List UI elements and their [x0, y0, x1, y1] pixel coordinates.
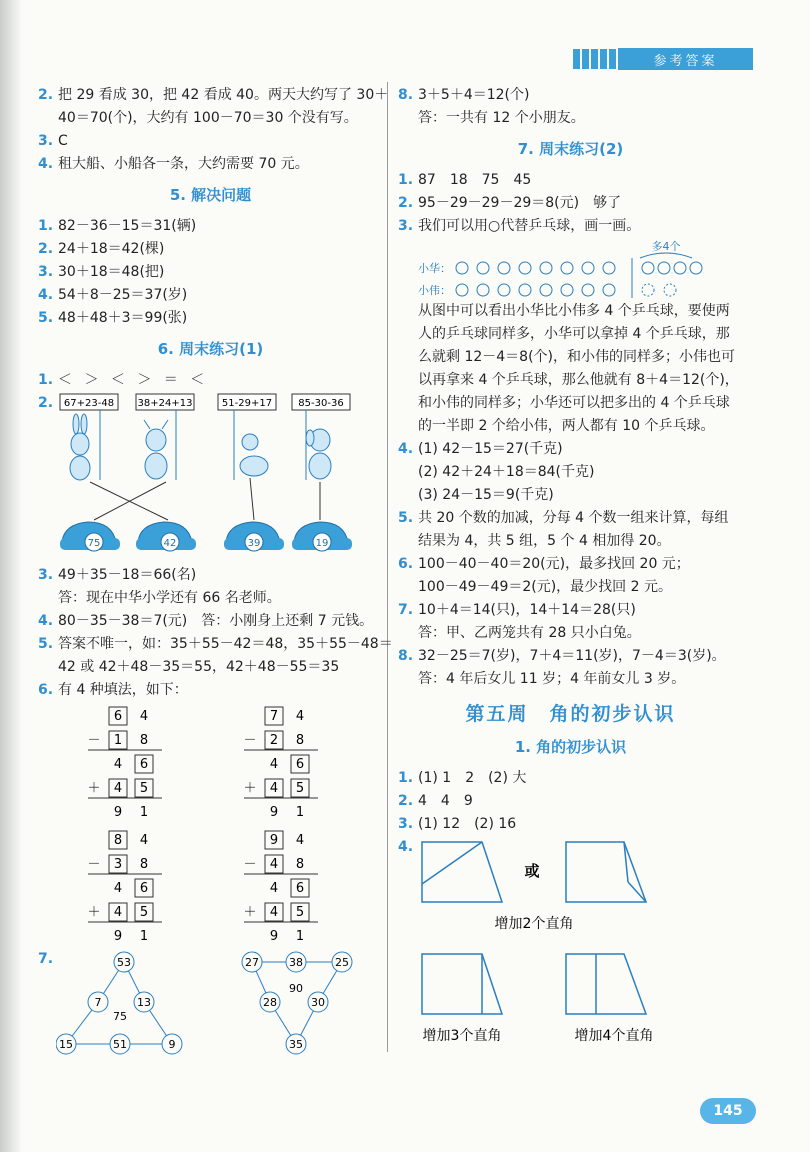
answer-item: 4. 80－35－38＝7(元) 答：小刚身上还剩 7 元钱。 — [38, 613, 374, 629]
svg-text:9: 9 — [269, 833, 279, 848]
answer-item: 2. 把 29 看成 30，把 42 看成 40。两天大约写了 30＋ — [38, 87, 389, 103]
ball-icon — [498, 262, 510, 274]
answer-item: 3. (1) 12 (2) 16 — [398, 816, 517, 832]
chapter-title: 第五周 角的初步认识 — [465, 703, 676, 725]
ball-icon — [477, 284, 489, 296]
svg-text:4: 4 — [113, 781, 123, 796]
ball-icon — [603, 284, 615, 296]
svg-text:8: 8 — [113, 833, 123, 848]
sign-4 — [292, 394, 350, 480]
answer-item: 4. 租大船、小船各一条，大约需要 70 元。 — [38, 156, 309, 172]
answer-line: 42 或 42＋48－35＝55，42＋48－55＝35 — [58, 659, 340, 675]
answer-item: 1. (1) 1 2 (2) 大 — [398, 770, 527, 786]
balls-row-1 — [456, 262, 702, 274]
ball-icon — [477, 262, 489, 274]
shape-a — [422, 842, 502, 902]
answer-item: 6. 有 4 种填法，如下： — [38, 682, 188, 698]
svg-text:9: 9 — [269, 805, 279, 820]
ball-icon — [690, 262, 702, 274]
car-label-1: 75 — [87, 538, 101, 549]
answer-line: 40＝70(个)，大约有 100－70＝30 个没有写。 — [58, 110, 358, 126]
svg-text:28: 28 — [263, 996, 277, 1009]
answer-item: 6. 100－40－40＝20(元)，最多找回 20 元； — [398, 556, 690, 572]
or-label: 或 — [524, 862, 540, 880]
item-number: 4. — [398, 839, 414, 855]
svg-text:＋: ＋ — [243, 781, 257, 796]
answer-item: 1. ＜ ＞ ＜ ＞ ＝ ＜ — [38, 372, 209, 388]
animal-signs — [60, 394, 350, 480]
deer-icon — [144, 410, 176, 480]
row-label: 小伟： — [418, 284, 451, 297]
ball-icon — [674, 262, 686, 274]
ball-icon — [456, 284, 468, 296]
ball-icon — [561, 262, 573, 274]
triangle-sum: 75 — [113, 1010, 127, 1023]
circle-node — [162, 1034, 182, 1054]
answer-item: 3. 30＋18＝48(把) — [38, 264, 165, 280]
caption: 增加2个直角 — [494, 916, 574, 932]
ball-icon — [498, 284, 510, 296]
svg-text:6: 6 — [139, 757, 149, 772]
answer-item: 5. 48＋48＋3＝99(张) — [38, 310, 188, 326]
svg-text:6: 6 — [295, 757, 305, 772]
circle-node — [242, 952, 262, 972]
car-label-3: 39 — [247, 538, 261, 549]
svg-text:4: 4 — [269, 757, 279, 772]
svg-text:4: 4 — [139, 709, 149, 724]
svg-text:－: － — [243, 733, 257, 748]
svg-text:8: 8 — [295, 857, 305, 872]
svg-text:6: 6 — [139, 881, 149, 896]
sign-2 — [136, 394, 194, 480]
shape-b — [566, 842, 646, 902]
sign-label-2: 38+24+13 — [137, 398, 193, 409]
svg-text:6: 6 — [295, 881, 305, 896]
svg-text:2: 2 — [269, 733, 279, 748]
svg-text:8: 8 — [295, 733, 305, 748]
svg-text:8: 8 — [139, 857, 149, 872]
answer-line: 答：4 年后女儿 11 岁；4 年前女儿 3 岁。 — [418, 671, 686, 687]
digit-puzzle — [243, 831, 318, 944]
svg-text:9: 9 — [168, 1038, 176, 1051]
svg-text:5: 5 — [139, 905, 149, 920]
svg-text:5: 5 — [295, 905, 305, 920]
circle-node — [56, 1034, 76, 1054]
triangle-2 — [242, 952, 352, 1054]
answer-item: 3. 49＋35－18＝66(名) — [38, 567, 197, 583]
section-title: 6. 周末练习(1) — [157, 340, 264, 358]
ball-icon — [519, 262, 531, 274]
row-label: 小华： — [418, 262, 451, 275]
digit-puzzles — [38, 702, 383, 948]
answer-item: 5. 答案不唯一，如：35＋55－42＝48，35＋55－48＝ — [38, 636, 393, 652]
svg-text:27: 27 — [245, 956, 259, 969]
circle-node — [260, 992, 280, 1012]
svg-text:4: 4 — [113, 905, 123, 920]
svg-text:15: 15 — [59, 1038, 73, 1051]
ball-icon — [582, 262, 594, 274]
answer-item: 8. 3＋5＋4＝12(个) — [398, 87, 530, 103]
car-icon — [60, 522, 120, 551]
svg-text:5: 5 — [295, 781, 305, 796]
matching-figure — [38, 392, 383, 564]
triangles-svg — [56, 948, 376, 1058]
ball-icon — [540, 262, 552, 274]
svg-text:5: 5 — [139, 781, 149, 796]
ball-icon — [642, 284, 654, 296]
svg-text:＋: ＋ — [243, 905, 257, 920]
circle-node — [88, 992, 108, 1012]
svg-text:4: 4 — [295, 709, 305, 724]
circle-node — [286, 952, 306, 972]
svg-text:4: 4 — [269, 881, 279, 896]
sign-1 — [60, 394, 118, 480]
answer-line: (3) 24－15＝9(千克) — [418, 487, 554, 503]
answer-item: 2. 4 4 9 — [398, 793, 473, 809]
svg-text:1: 1 — [139, 805, 149, 820]
answer-line: 答：一共有 12 个小朋友。 — [418, 110, 585, 126]
answer-item: 4. (1) 42－15＝27(千克) — [398, 441, 563, 457]
ball-icon — [664, 284, 676, 296]
svg-text:38: 38 — [289, 956, 303, 969]
item-number: 7. — [38, 951, 54, 967]
sign-3 — [218, 394, 276, 480]
answer-line: 100－49－49＝2(元)，最少找回 2 元。 — [418, 579, 672, 595]
ball-icon — [603, 262, 615, 274]
svg-text:35: 35 — [289, 1038, 303, 1051]
caption: 增加3个直角 — [422, 1028, 502, 1044]
header-bars — [573, 49, 616, 69]
book-spine — [0, 0, 22, 1152]
balls-row-2 — [456, 284, 676, 296]
item-number: 2. — [38, 395, 54, 411]
ball-icon — [561, 284, 573, 296]
right-column — [398, 84, 743, 1054]
svg-text:＋: ＋ — [87, 781, 101, 796]
svg-text:4: 4 — [269, 781, 279, 796]
svg-text:9: 9 — [113, 805, 123, 820]
circle-node — [332, 952, 352, 972]
answer-item: 7. 10＋4＝14(只)，14＋14＝28(只) — [398, 602, 636, 618]
svg-text:－: － — [87, 733, 101, 748]
answer-item: 1. 82－36－15＝31(辆) — [38, 218, 197, 234]
dog-icon — [306, 410, 331, 480]
match-lines — [90, 478, 320, 520]
svg-text:30: 30 — [311, 996, 325, 1009]
triangle-sum: 90 — [289, 982, 303, 995]
svg-text:4: 4 — [139, 833, 149, 848]
answer-line: 结果为 4，共 5 组，5 个 4 相加得 20。 — [418, 533, 671, 549]
car-icon — [224, 522, 284, 551]
ball-icon — [658, 262, 670, 274]
answer-item: 3. 我们可以用○代替乒乓球，画一画。 — [398, 218, 641, 234]
right-angle-figures — [398, 836, 743, 1054]
ping-pong-svg — [418, 238, 748, 300]
svg-text:4: 4 — [295, 833, 305, 848]
ball-icon — [540, 284, 552, 296]
answer-item: 3. C — [38, 133, 68, 149]
svg-text:4: 4 — [113, 757, 123, 772]
section-title: 7. 周末练习(2) — [517, 140, 624, 158]
ball-icon — [456, 262, 468, 274]
sign-label-1: 67+23-48 — [63, 398, 115, 409]
answer-item: 2. 95－29－29－29＝8(元) 够了 — [398, 195, 622, 211]
section-title: 5. 解决问题 — [169, 186, 252, 204]
answer-line: 答：现在中华小学还有 66 名老师。 — [58, 590, 281, 606]
svg-text:51: 51 — [113, 1038, 127, 1051]
matching-svg — [58, 392, 398, 564]
more-label: 多4个 — [651, 240, 681, 253]
svg-text:－: － — [243, 857, 257, 872]
explanation-paragraph: 从图中可以看出小华比小伟多 4 个乒乓球，要使两人的乒乓球同样多，小华可以拿掉 4 个乒乓球，那么就剩 12－4＝8(个)，和小伟的同样多；小伟也可以再拿来 4 个乒乓球，那么他就有 8＋4＝12(个)，和小伟的同样多；小华还可以把多出的 4 个乒乓球的一半即 2 个给小伟，两人都有 10 个乒乓球。 — [418, 303, 739, 434]
left-column — [38, 84, 393, 1058]
circle-node — [114, 952, 134, 972]
ball-icon — [582, 284, 594, 296]
circle-node — [308, 992, 328, 1012]
circle-node — [110, 1034, 130, 1054]
svg-text:1: 1 — [113, 733, 123, 748]
digit-puzzle — [87, 707, 162, 820]
svg-text:7: 7 — [269, 709, 279, 724]
brace-icon — [640, 253, 692, 258]
svg-text:4: 4 — [269, 857, 279, 872]
answer-item: 4. 54＋8－25＝37(岁) — [38, 287, 188, 303]
sign-label-3: 51-29+17 — [221, 398, 273, 409]
car-icon — [136, 522, 196, 551]
svg-text:3: 3 — [113, 857, 123, 872]
svg-text:＋: ＋ — [87, 905, 101, 920]
header-tag: 参考答案 — [618, 48, 753, 70]
svg-text:1: 1 — [295, 805, 305, 820]
triangle-1 — [56, 952, 182, 1054]
svg-text:－: － — [87, 857, 101, 872]
car-icon — [292, 522, 352, 551]
shape-d — [566, 954, 646, 1014]
number-triangles — [38, 948, 383, 1058]
rabbit-icon — [70, 410, 100, 480]
ball-icon — [519, 284, 531, 296]
shape-c — [422, 954, 502, 1014]
section-title: 1. 角的初步认识 — [514, 738, 627, 756]
puzzles-svg — [58, 702, 388, 948]
answer-item: 5. 共 20 个数的加减，分每 4 个数一组来计算，每组 — [398, 510, 729, 526]
digit-puzzle — [243, 707, 318, 820]
svg-text:1: 1 — [295, 929, 305, 944]
svg-text:4: 4 — [269, 905, 279, 920]
answer-item: 2. 24＋18＝42(棵) — [38, 241, 165, 257]
circle-node — [134, 992, 154, 1012]
svg-text:9: 9 — [113, 929, 123, 944]
shapes-svg — [418, 836, 748, 1054]
svg-text:25: 25 — [335, 956, 349, 969]
digit-puzzle — [87, 831, 162, 944]
svg-text:13: 13 — [137, 996, 151, 1009]
svg-text:4: 4 — [113, 881, 123, 896]
cars — [60, 522, 352, 551]
svg-text:53: 53 — [117, 956, 131, 969]
duck-icon — [234, 410, 268, 480]
answer-item: 1. 87 18 75 45 — [398, 172, 532, 188]
car-label-4: 19 — [315, 538, 329, 549]
svg-text:9: 9 — [269, 929, 279, 944]
answer-line: (2) 42＋24＋18＝84(千克) — [418, 464, 595, 480]
car-label-2: 42 — [163, 538, 177, 549]
ping-pong-figure — [398, 238, 743, 300]
answer-line: 答：甲、乙两笼共有 28 只小白兔。 — [418, 625, 641, 641]
svg-text:1: 1 — [139, 929, 149, 944]
ball-icon — [642, 262, 654, 274]
answer-item: 8. 32－25＝7(岁)，7＋4＝11(岁)，7－4＝3(岁)。 — [398, 648, 726, 664]
svg-text:7: 7 — [94, 996, 102, 1009]
circle-node — [286, 1034, 306, 1054]
sign-label-4: 85-30-36 — [298, 398, 344, 409]
svg-text:8: 8 — [139, 733, 149, 748]
page-header — [573, 48, 753, 70]
svg-text:6: 6 — [113, 709, 123, 724]
caption: 增加4个直角 — [574, 1028, 654, 1044]
page-number: 145 — [700, 1098, 756, 1124]
